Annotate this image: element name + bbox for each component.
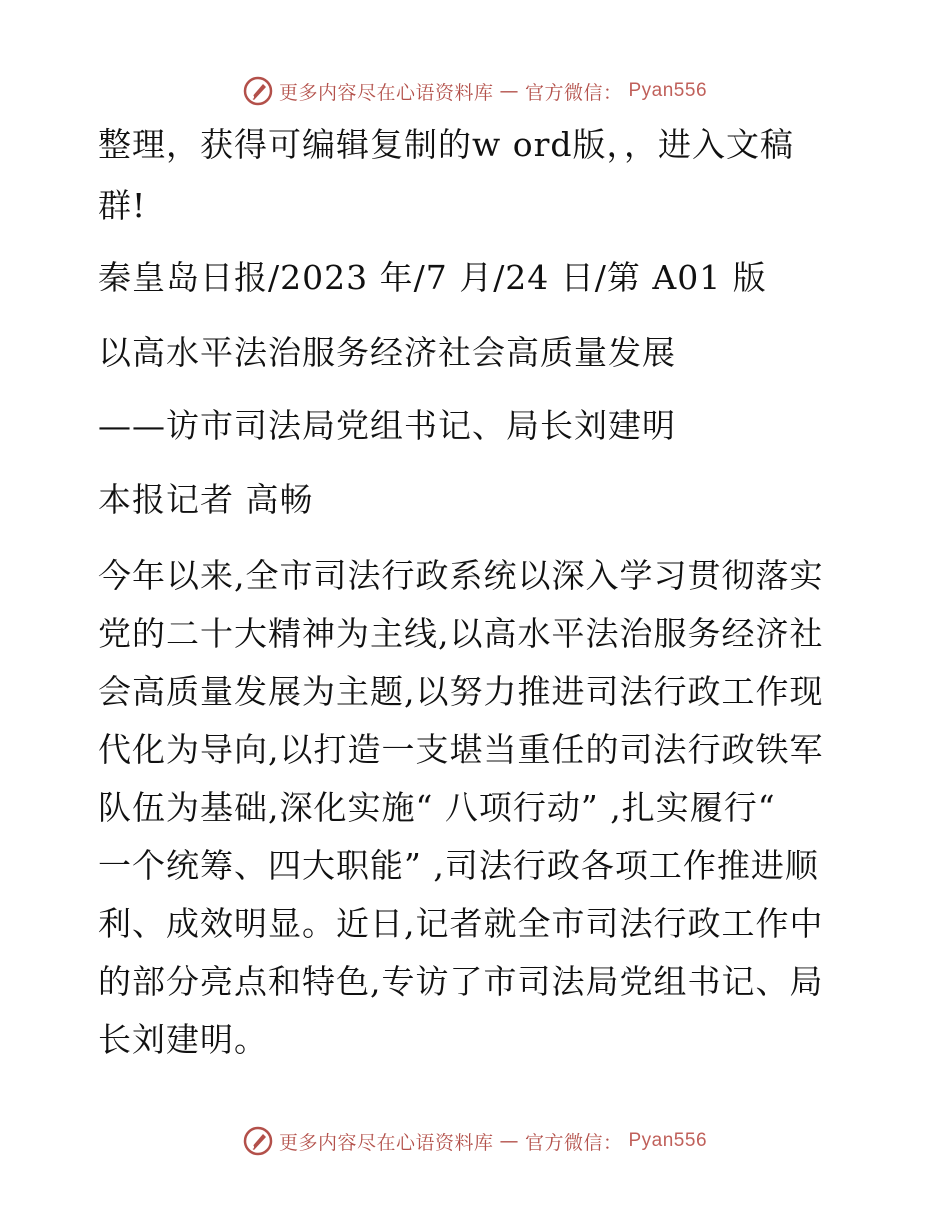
footer-watermark [0, 1121, 950, 1161]
source-line: 秦皇岛日报/2023 年/7 月/24 日/第 A01 版 [98, 258, 767, 297]
watermark-text: 更多内容尽在心语资料库 [278, 1131, 494, 1154]
paragraph-line-2: 党的二十大精神为主线,以高水平法治服务经济社 [98, 614, 824, 653]
watermark-label: 官方微信： [524, 81, 623, 104]
intro-line-1: 整理，获得可编辑复制的w ord版，，进入文稿 [98, 125, 795, 164]
watermark-text: 更多内容尽在心语资料库 [278, 81, 494, 104]
article-subtitle: ——访市司法局党组书记、局长刘建明 [98, 406, 676, 445]
paragraph-line-8: 的部分亮点和特色,专访了市司法局党组书记、局 [98, 962, 824, 1001]
paragraph-line-4: 代化为导向,以打造一支堪当重任的司法行政铁军 [98, 730, 824, 769]
watermark-separator: — [499, 1130, 519, 1152]
paragraph-line-9: 长刘建明。 [98, 1020, 268, 1059]
watermark-id: Pyan556 [628, 1130, 708, 1151]
paragraph-line-6: 一个统筹、四大职能” ,司法行政各项工作推进顺 [98, 846, 819, 885]
paragraph-line-3: 会高质量发展为主题,以努力推进司法行政工作现 [98, 672, 824, 711]
paragraph-line-7: 利、成效明显。近日,记者就全市司法行政工作中 [98, 904, 824, 943]
watermark-id: Pyan556 [628, 80, 708, 101]
header-watermark [0, 71, 950, 111]
paragraph-line-5: 队伍为基础,深化实施“ 八项行动” ,扎实履行“ [98, 788, 776, 827]
watermark-label: 官方微信： [524, 1131, 623, 1154]
article-title: 以高水平法治服务经济社会高质量发展 [98, 333, 676, 372]
pen-logo-icon [243, 1126, 273, 1156]
pen-logo-icon [243, 76, 273, 106]
watermark-separator: — [499, 80, 519, 102]
intro-line-2: 群! [98, 186, 147, 225]
byline: 本报记者 高畅 [98, 480, 314, 519]
paragraph-line-1: 今年以来,全市司法行政系统以深入学习贯彻落实 [98, 556, 824, 595]
